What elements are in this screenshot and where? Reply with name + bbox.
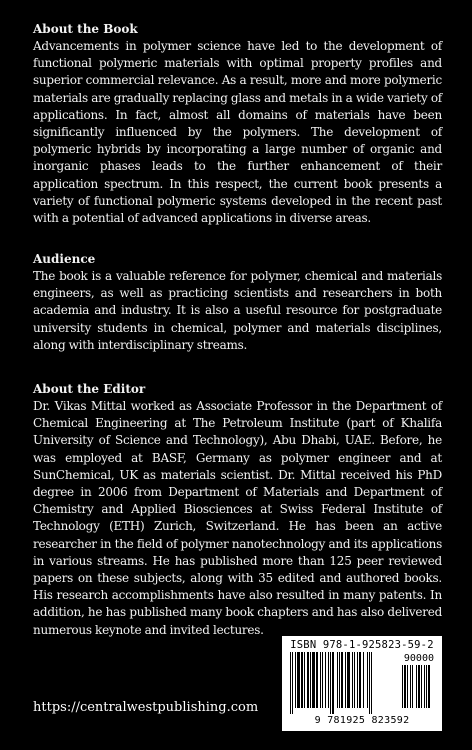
barcode-bar <box>359 652 361 708</box>
about-the-book-section <box>33 22 442 227</box>
barcode-bar <box>367 652 368 708</box>
barcode-bar <box>290 652 291 714</box>
barcode-bar <box>307 652 309 708</box>
barcode-bar <box>418 665 420 708</box>
barcode-bar <box>347 652 350 708</box>
barcode-bar <box>297 652 300 708</box>
isbn-number: ISBN 978-1-925823-59-2 <box>290 639 434 651</box>
barcode-bar <box>352 652 353 708</box>
barcode-bar <box>292 652 293 714</box>
price-code: 90000 <box>403 653 434 664</box>
barcode-bar <box>363 652 364 708</box>
barcode-bar <box>424 665 425 708</box>
about-the-book-text: Advancements in polymer science have led to the development of functional polymeric materials with optimal property profiles and superior commercial relevance. As a result, more and more polymeric materials are gradually replacing glass and metals in a wide variety of applications. In fact, almost all domains of materials have been significantly influenced by the polymers. The development of polymeric hybrids by incorporating a large number of organic and inorganic phases leads to the further enhancement of their application spectrum. In this respect, the current book presents a variety of functional polymeric systems developed in the recent past with a potential of advanced applications in diverse areas. <box>33 39 442 226</box>
barcode-bar <box>421 665 422 708</box>
ean-digits: 9 781925 823592 <box>314 715 410 726</box>
barcode-bar <box>312 652 315 708</box>
barcode-bar <box>320 652 321 708</box>
barcode-bar <box>354 652 355 708</box>
barcode-bar <box>316 652 318 708</box>
barcode-bar <box>341 652 343 708</box>
ean-barcode-bars <box>282 652 400 714</box>
barcode-bar <box>295 652 296 708</box>
audience-text: The book is a valuable reference for polymer, chemical and materials engineers, as well as practicing scientists and researchers in both academia and industry. It is also a useful resource for postgraduate university students in chemical, polymer and materials disciplines, along with interdisciplinary streams. <box>33 269 442 352</box>
barcode-bar <box>345 652 346 708</box>
barcode-bar <box>412 665 413 708</box>
barcode-bar <box>402 665 403 708</box>
barcode-bar <box>328 652 329 708</box>
barcode-bar <box>407 665 408 708</box>
barcode-bar <box>371 652 372 714</box>
barcode-bar <box>301 652 303 708</box>
publisher-url-link[interactable]: https://centralwestpublishing.com <box>33 700 259 715</box>
barcode-bar <box>426 665 427 708</box>
barcode-bar <box>404 665 406 708</box>
barcode-bar <box>416 665 417 708</box>
addon-barcode-bars <box>400 665 438 714</box>
barcode-bar <box>322 652 323 708</box>
about-the-editor-text: Dr. Vikas Mittal worked as Associate Professor in the Department of Chemical Engineering at The Petroleum Institute (part of Khalifa University of Science and Technology), Abu Dhabi, UAE. Before, he was employed at BASF, Germany as polymer engineer and at SunChemical, UK as materials scientist. Dr. Mittal received his PhD degree in 2006 from Department of Materials and Department of Chemistry and Applied Biosciences at Swiss Federal Institute of Technology (ETH) Zurich, Switzerland. He has been an active researcher in the field of polymer nanotechnology and its applications in various streams. He has published more than 125 peer reviewed papers on these subjects, along with 35 edited and authored books. His research accomplishments have also resulted in many patents. In addition, he has published many book chapters and has also delivered numerous keynote and invited lectures. <box>33 399 442 637</box>
barcode-bar <box>410 665 411 708</box>
barcode-bar <box>304 652 305 708</box>
barcode-bar <box>310 652 311 708</box>
barcode-bar <box>330 652 331 714</box>
barcode-bar <box>337 652 338 708</box>
isbn-barcode <box>282 636 442 731</box>
barcode-bar <box>357 652 358 708</box>
about-the-editor-section <box>33 382 442 639</box>
about-the-editor-heading: About the Editor <box>33 382 146 396</box>
barcode-bar <box>369 652 370 714</box>
barcode-bar <box>332 652 334 714</box>
about-the-book-heading: About the Book <box>33 22 138 36</box>
barcode-bar <box>325 652 326 708</box>
barcode-bar <box>428 665 430 708</box>
audience-section <box>33 252 442 354</box>
audience-heading: Audience <box>33 252 96 266</box>
barcode-bar <box>339 652 340 708</box>
